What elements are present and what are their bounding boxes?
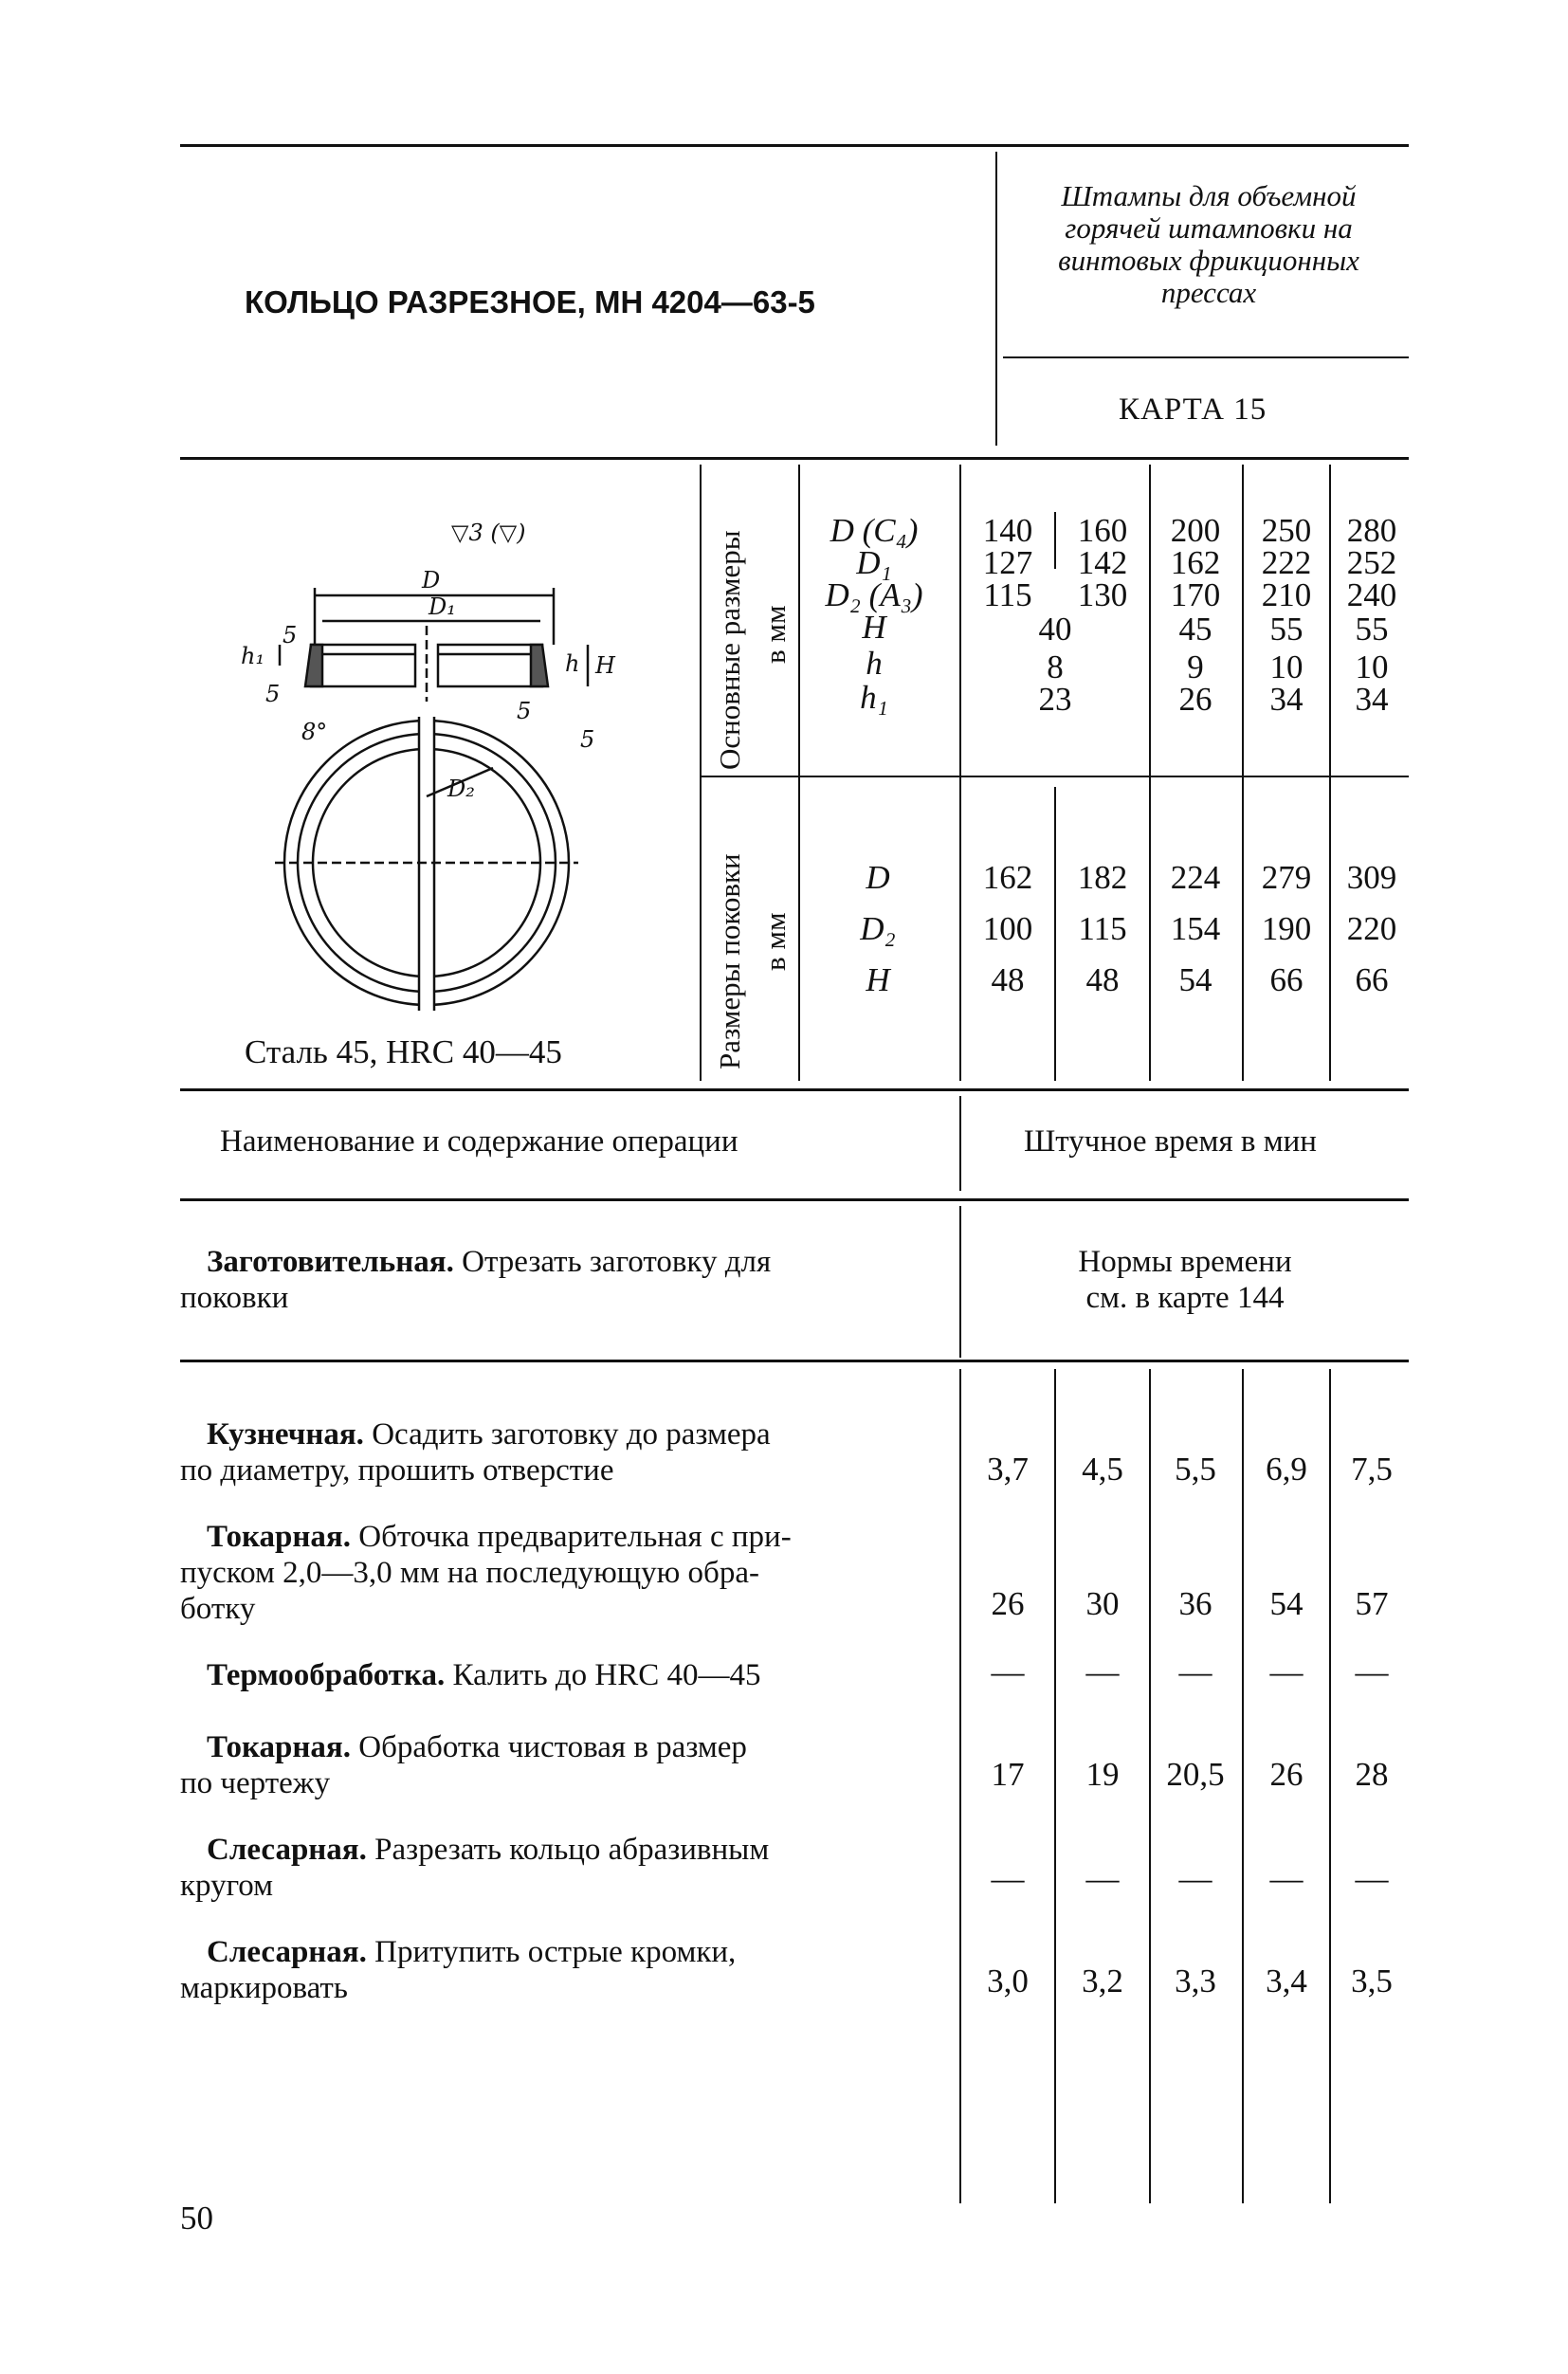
dims-col-divider bbox=[959, 465, 961, 1081]
time-value: 3,3 bbox=[1175, 1963, 1216, 2000]
dim-label-H: H bbox=[595, 652, 615, 679]
dims-mid-rule bbox=[700, 776, 1409, 777]
forging-value: 48 bbox=[1085, 961, 1120, 998]
dim-value: 127 bbox=[982, 544, 1033, 581]
roughness-mark: ▽3 (▽) bbox=[451, 520, 526, 546]
dim-symbol: D₁ bbox=[856, 544, 892, 581]
time-value: — bbox=[1085, 1860, 1120, 1897]
section-rule-2 bbox=[180, 1088, 1409, 1091]
time-value: 26 bbox=[991, 1585, 1025, 1622]
prep-operation-name: Заготовительная. bbox=[207, 1245, 454, 1279]
dim-label-D: D bbox=[422, 567, 441, 594]
dim-symbol: D₂ (A₃) bbox=[825, 576, 923, 613]
prep-operation-text: поковки bbox=[180, 1281, 289, 1315]
category-line: прессах bbox=[1160, 276, 1257, 309]
dim-value: 140 bbox=[982, 512, 1033, 549]
page-title: КОЛЬЦО РАЗРЕЗНОЕ, МН 4204—63-5 bbox=[245, 284, 815, 320]
dim-value: 250 bbox=[1261, 512, 1312, 549]
ops-header-right: Штучное время в мин bbox=[1024, 1124, 1317, 1159]
prep-divider bbox=[959, 1206, 961, 1358]
time-value: 26 bbox=[1269, 1756, 1304, 1793]
operation-name: Кузнечная. bbox=[207, 1417, 364, 1452]
dim-symbol: h₁ bbox=[860, 679, 888, 716]
operation-text: по диаметру, прошить отверстие bbox=[180, 1453, 614, 1488]
operation-name: Токарная. bbox=[207, 1520, 352, 1554]
operation-item bbox=[180, 1657, 901, 1693]
dims-col-divider bbox=[1329, 465, 1331, 1081]
dim-value-shared: 8 bbox=[1047, 648, 1064, 685]
dim-value: 170 bbox=[1170, 576, 1221, 613]
time-value: 28 bbox=[1355, 1756, 1389, 1793]
operation-item bbox=[180, 1729, 901, 1801]
time-value: 6,9 bbox=[1266, 1451, 1307, 1488]
ops-header-divider bbox=[959, 1096, 961, 1191]
ring-chamfer-left bbox=[305, 645, 322, 686]
times-col-divider bbox=[1242, 1369, 1244, 2203]
page-number: 50 bbox=[180, 2200, 213, 2237]
prep-norm-line: см. в карте 144 bbox=[1085, 1281, 1285, 1315]
time-value: — bbox=[1269, 1653, 1304, 1690]
dims-row-label-line2: в мм bbox=[758, 605, 792, 664]
time-value: 3,0 bbox=[987, 1963, 1029, 2000]
material-note: Сталь 45, HRC 40—45 bbox=[245, 1033, 562, 1070]
operation-name: Термообработка. bbox=[207, 1658, 446, 1692]
operation-text: Калить до HRC 40—45 bbox=[452, 1658, 761, 1692]
operation-item bbox=[180, 1416, 901, 1488]
prep-norm bbox=[1005, 1244, 1365, 1316]
dim-value: 10 bbox=[1355, 648, 1389, 685]
time-value: 57 bbox=[1355, 1585, 1389, 1622]
operation-text: по чертежу bbox=[180, 1766, 331, 1800]
dims-col-divider-partial bbox=[1054, 787, 1056, 1081]
dim-label-chamfer: 5 bbox=[283, 622, 298, 648]
dim-value: 55 bbox=[1355, 611, 1389, 648]
operation-text: Притупить острые кромки, bbox=[374, 1935, 737, 1969]
card-rule bbox=[1003, 356, 1409, 358]
operation-item bbox=[180, 1519, 901, 1627]
forging-symbol: D₂ bbox=[860, 910, 896, 947]
forging-value: 54 bbox=[1178, 961, 1212, 998]
forging-value: 115 bbox=[1078, 910, 1127, 947]
dim-value-shared: 23 bbox=[1038, 681, 1072, 718]
time-value: 3,2 bbox=[1082, 1963, 1123, 2000]
dim-value-shared: 40 bbox=[1038, 611, 1072, 648]
dims-left-border bbox=[700, 465, 702, 1081]
ring-profile-right bbox=[438, 645, 542, 686]
dim-value: 115 bbox=[983, 576, 1032, 613]
dim-value: 222 bbox=[1261, 544, 1312, 581]
dim-value: 9 bbox=[1187, 648, 1204, 685]
dim-value: 45 bbox=[1178, 611, 1212, 648]
operation-item bbox=[180, 1934, 901, 2006]
time-value: — bbox=[991, 1653, 1025, 1690]
dims-label-divider bbox=[798, 465, 800, 1081]
times-col-divider bbox=[959, 1369, 961, 2203]
forging-row-label bbox=[713, 853, 747, 1069]
dim-symbol: H bbox=[862, 609, 886, 646]
forging-value: 190 bbox=[1261, 910, 1312, 947]
dim-value: 252 bbox=[1346, 544, 1397, 581]
forging-value: 279 bbox=[1261, 859, 1312, 896]
time-value: 3,5 bbox=[1351, 1963, 1393, 2000]
prep-norm-line: Нормы времени bbox=[1078, 1245, 1292, 1279]
operation-name: Слесарная. bbox=[207, 1935, 367, 1969]
dim-value: 26 bbox=[1178, 681, 1212, 718]
forging-row-label-line2: в мм bbox=[758, 912, 792, 971]
time-value: — bbox=[1355, 1653, 1389, 1690]
operation-text: ботку bbox=[180, 1592, 256, 1626]
forging-symbol: D bbox=[866, 859, 890, 896]
ring-profile-left bbox=[311, 645, 415, 686]
dim-label-h: h bbox=[565, 650, 580, 677]
times-col-divider bbox=[1329, 1369, 1331, 2203]
forging-value: 162 bbox=[982, 859, 1033, 896]
forging-value: 224 bbox=[1170, 859, 1221, 896]
dims-col-divider bbox=[1149, 465, 1151, 1081]
dim-label-chamfer: 5 bbox=[265, 681, 281, 707]
top-rule bbox=[180, 144, 1409, 147]
dim-label-angle: 8° bbox=[301, 719, 328, 745]
time-value: — bbox=[991, 1860, 1025, 1897]
operation-name: Токарная. bbox=[207, 1730, 352, 1764]
operation-text: пуском 2,0—3,0 мм на последующую обра- bbox=[180, 1556, 759, 1590]
operation-text: маркировать bbox=[180, 1971, 348, 2005]
dim-label-D2: D₂ bbox=[447, 776, 475, 802]
dim-label-chamfer: 5 bbox=[580, 726, 595, 753]
operation-item bbox=[180, 1832, 901, 1904]
times-col-divider bbox=[1054, 1369, 1056, 2203]
category-line: горячей штамповки на bbox=[1065, 211, 1353, 245]
section-rule-3 bbox=[180, 1198, 1409, 1201]
time-value: 30 bbox=[1085, 1585, 1120, 1622]
time-value: 19 bbox=[1085, 1756, 1120, 1793]
dim-value: 160 bbox=[1077, 512, 1128, 549]
ring-drawing bbox=[228, 512, 645, 1024]
dims-row-label-line1: Основные размеры bbox=[713, 530, 746, 770]
dim-value: 280 bbox=[1346, 512, 1397, 549]
forging-value: 220 bbox=[1346, 910, 1397, 947]
operation-text: Обточка предварительная с при- bbox=[358, 1520, 792, 1554]
prep-operation bbox=[180, 1244, 901, 1316]
dims-col-divider-partial bbox=[1054, 512, 1056, 569]
forging-symbol: H bbox=[866, 961, 890, 998]
dims-row-label bbox=[713, 530, 747, 770]
time-value: — bbox=[1178, 1653, 1212, 1690]
time-value: — bbox=[1085, 1653, 1120, 1690]
dim-label-D1: D₁ bbox=[428, 594, 456, 620]
time-value: — bbox=[1178, 1860, 1212, 1897]
time-value: — bbox=[1269, 1860, 1304, 1897]
category-block bbox=[1000, 180, 1417, 309]
dim-value: 240 bbox=[1346, 576, 1397, 613]
forging-row-label-unit bbox=[758, 912, 793, 971]
forging-value: 309 bbox=[1346, 859, 1397, 896]
time-value: 20,5 bbox=[1166, 1756, 1225, 1793]
time-value: 36 bbox=[1178, 1585, 1212, 1622]
time-value: 54 bbox=[1269, 1585, 1304, 1622]
dim-value: 142 bbox=[1077, 544, 1128, 581]
dims-row-label-unit bbox=[758, 605, 793, 664]
time-value: 3,7 bbox=[987, 1451, 1029, 1488]
section-rule-4 bbox=[180, 1360, 1409, 1362]
category-line: Штампы для объемной bbox=[1061, 179, 1357, 212]
dim-value: 55 bbox=[1269, 611, 1304, 648]
operation-name: Слесарная. bbox=[207, 1833, 367, 1867]
section-rule-1 bbox=[180, 457, 1409, 460]
category-line: винтовых фрикционных bbox=[1058, 244, 1359, 277]
time-value: 17 bbox=[991, 1756, 1025, 1793]
time-value: 5,5 bbox=[1175, 1451, 1216, 1488]
prep-operation-text: Отрезать заготовку для bbox=[462, 1245, 772, 1279]
dim-value: 130 bbox=[1077, 576, 1128, 613]
forging-value: 48 bbox=[991, 961, 1025, 998]
forging-value: 182 bbox=[1077, 859, 1128, 896]
card-number: КАРТА 15 bbox=[1119, 393, 1267, 427]
dim-symbol: D (C₄) bbox=[830, 512, 919, 549]
operation-text: кругом bbox=[180, 1869, 274, 1903]
operation-text: Осадить заготовку до размера bbox=[372, 1417, 771, 1452]
dim-value: 200 bbox=[1170, 512, 1221, 549]
dims-col-divider bbox=[1242, 465, 1244, 1081]
forging-row-label-line1: Размеры поковки bbox=[713, 853, 746, 1069]
operation-text: Разрезать кольцо абразивным bbox=[374, 1833, 770, 1867]
header-divider bbox=[995, 152, 997, 446]
dim-label-h1: h₁ bbox=[241, 643, 265, 669]
forging-value: 100 bbox=[982, 910, 1033, 947]
operation-text: Обработка чистовая в размер bbox=[358, 1730, 747, 1764]
dim-value: 34 bbox=[1269, 681, 1304, 718]
dim-value: 34 bbox=[1355, 681, 1389, 718]
time-value: 3,4 bbox=[1266, 1963, 1307, 2000]
dim-value: 210 bbox=[1261, 576, 1312, 613]
ring-chamfer-right bbox=[531, 645, 548, 686]
time-value: — bbox=[1355, 1860, 1389, 1897]
forging-value: 66 bbox=[1355, 961, 1389, 998]
dim-symbol: h bbox=[866, 645, 883, 682]
time-value: 4,5 bbox=[1082, 1451, 1123, 1488]
forging-value: 66 bbox=[1269, 961, 1304, 998]
forging-value: 154 bbox=[1170, 910, 1221, 947]
dim-value: 10 bbox=[1269, 648, 1304, 685]
time-value: 7,5 bbox=[1351, 1451, 1393, 1488]
times-col-divider bbox=[1149, 1369, 1151, 2203]
dim-value: 162 bbox=[1170, 544, 1221, 581]
dim-label-chamfer: 5 bbox=[517, 698, 532, 724]
ops-header-left: Наименование и содержание операции bbox=[220, 1124, 738, 1159]
